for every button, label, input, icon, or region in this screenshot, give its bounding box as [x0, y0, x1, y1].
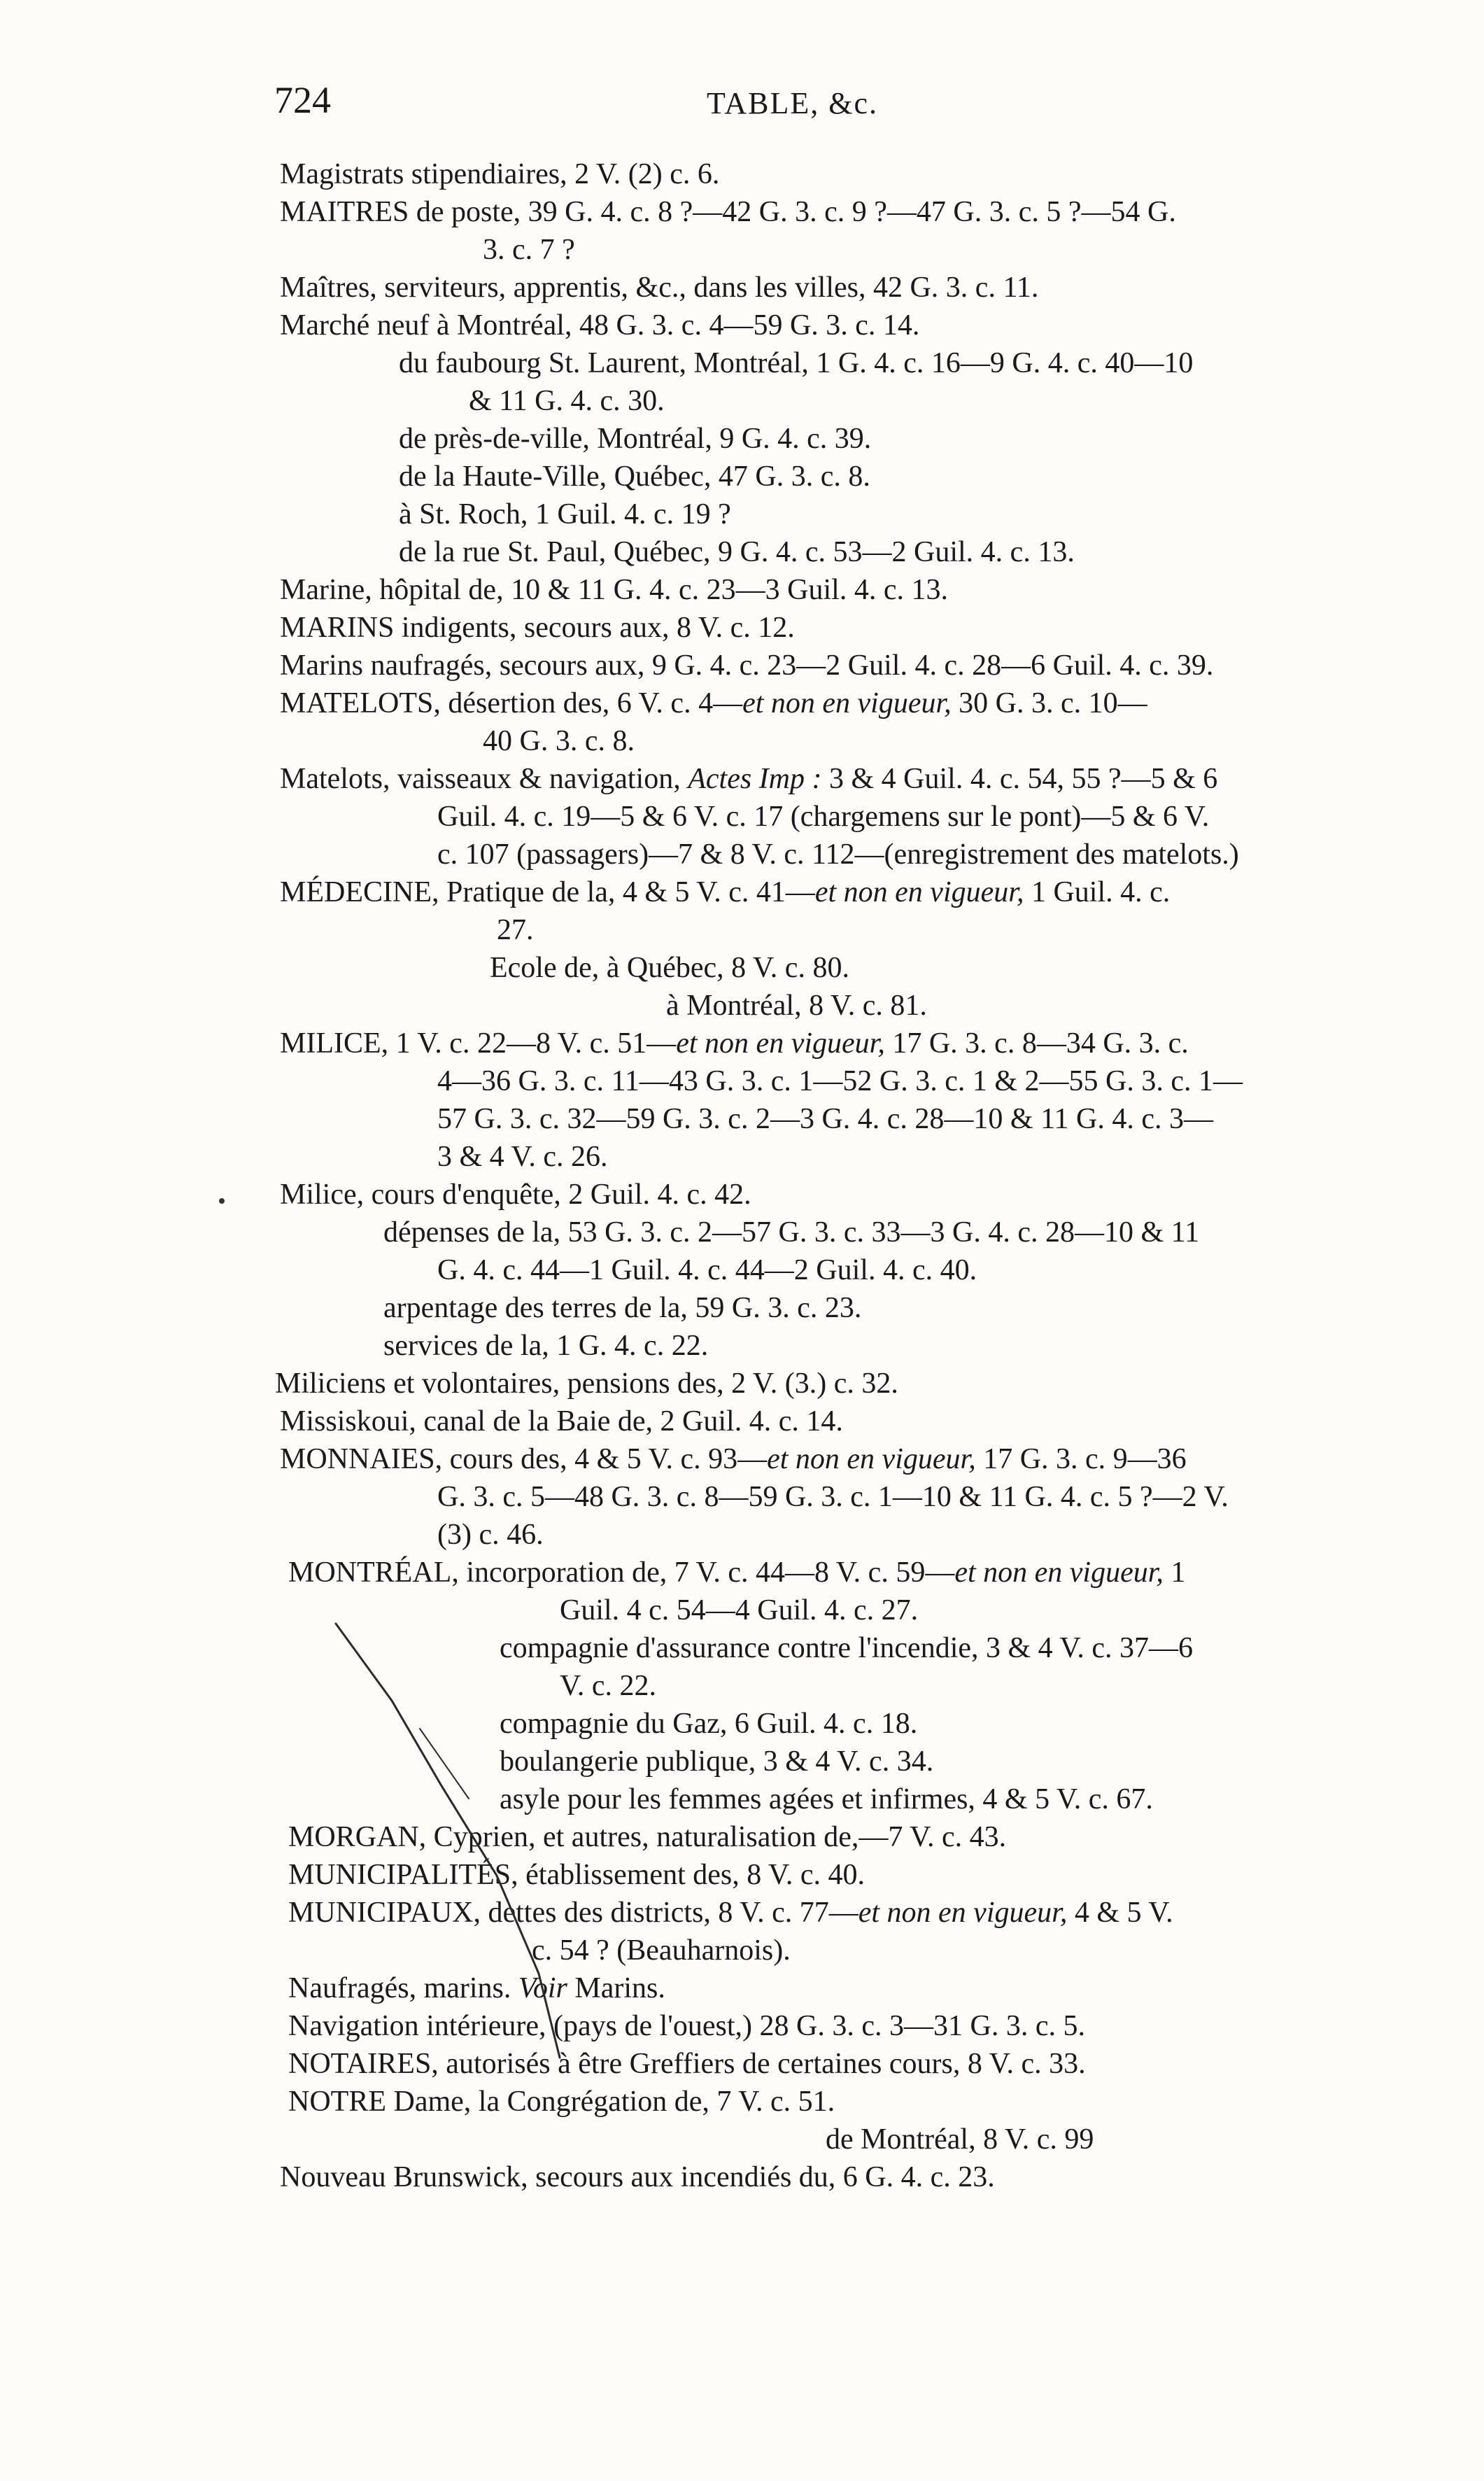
entry-text: 3 & 4 Guil. 4. c. 54, 55 ?—5 & 6	[821, 763, 1218, 795]
index-entry-continuation: 4—36 G. 3. c. 11—43 G. 3. c. 1—52 G. 3. c. 1 & 2—55 G. 3. c. 1—	[437, 1065, 1243, 1097]
index-subentry: compagnie d'assurance contre l'incendie, 3 & 4 V. c. 37—6	[500, 1632, 1193, 1664]
entry-text: 30 G. 3. c. 10—	[951, 687, 1147, 719]
index-subentry: du faubourg St. Laurent, Montréal, 1 G. 4. c. 16—9 G. 4. c. 40—10	[399, 347, 1194, 379]
index-entry	[280, 873, 1371, 911]
index-entry: Maîtres, serviteurs, apprentis, &c., dans les villes, 42 G. 3. c. 11.	[280, 272, 1039, 304]
index-subentry: à St. Roch, 1 Guil. 4. c. 19 ?	[399, 498, 731, 530]
entry-text: 1	[1163, 1556, 1186, 1589]
entry-italic: Voir	[518, 1972, 567, 2004]
index-subentry: arpentage des terres de la, 59 G. 3. c. 23.	[383, 1292, 862, 1324]
running-head: TABLE, &c.	[707, 86, 878, 120]
index-entry	[280, 760, 1371, 798]
index-subentry: asyle pour les femmes agées et infirmes, 4 & 5 V. c. 67.	[500, 1783, 1153, 1815]
entry-text: Matelots, vaisseaux & navigation,	[280, 763, 688, 795]
index-entry: MUNICIPALITÉS, établissement des, 8 V. c. 40.	[288, 1859, 865, 1891]
index-entry-continuation: 27.	[497, 914, 534, 946]
index-entry: Milice, cours d'enquête, 2 Guil. 4. c. 42.	[280, 1179, 751, 1211]
index-entry: MARINS indigents, secours aux, 8 V. c. 12.	[280, 612, 795, 644]
index-subentry: de près-de-ville, Montréal, 9 G. 4. c. 39.	[399, 423, 872, 455]
index-entry-continuation: c. 54 ? (Beauharnois).	[532, 1934, 791, 1967]
pen-stroke-mark	[329, 1610, 595, 2100]
entry-italic: et non en vigueur,	[954, 1556, 1164, 1589]
entry-text: MÉDECINE, Pratique de la, 4 & 5 V. c. 41—	[280, 876, 815, 908]
entry-text: Naufragés, marins.	[288, 1972, 518, 2004]
index-entry-continuation: G. 4. c. 44—1 Guil. 4. c. 44—2 Guil. 4. c. 40.	[437, 1254, 977, 1286]
index-subentry: de la rue St. Paul, Québec, 9 G. 4. c. 53—2 Guil. 4. c. 13.	[399, 536, 1075, 568]
index-entry: Miliciens et volontaires, pensions des, 2 V. (3.) c. 32.	[275, 1368, 898, 1400]
index-entry	[280, 684, 1371, 722]
index-entry-continuation: & 11 G. 4. c. 30.	[469, 385, 665, 417]
entry-text: 17 G. 3. c. 9—36	[975, 1443, 1187, 1475]
entry-italic: et non en vigueur,	[814, 876, 1024, 908]
ink-dot	[219, 1198, 225, 1204]
index-entry-continuation: Guil. 4 c. 54—4 Guil. 4. c. 27.	[560, 1594, 919, 1626]
index-entry: MAITRES de poste, 39 G. 4. c. 8 ?—42 G. 3. c. 9 ?—47 G. 3. c. 5 ?—54 G.	[280, 196, 1176, 228]
index-entry: NOTRE Dame, la Congrégation de, 7 V. c. 51.	[288, 2086, 835, 2118]
entry-text: Marins.	[567, 1972, 665, 2004]
entry-text: MONNAIES, cours des, 4 & 5 V. c. 93—	[280, 1443, 768, 1475]
index-entry-continuation: c. 107 (passagers)—7 & 8 V. c. 112—(enregistrement des matelots.)	[437, 838, 1239, 871]
index-entry-continuation: 3 & 4 V. c. 26.	[437, 1141, 608, 1173]
index-subentry: boulangerie publique, 3 & 4 V. c. 34.	[500, 1745, 934, 1778]
index-entry-continuation: G. 3. c. 5—48 G. 3. c. 8—59 G. 3. c. 1—10 & 11 G. 4. c. 5 ?—2 V.	[437, 1481, 1229, 1513]
index-entry	[280, 1440, 1371, 1478]
index-subentry: de Montréal, 8 V. c. 99	[826, 2123, 1094, 2156]
index-subentry: à Montréal, 8 V. c. 81.	[666, 990, 927, 1022]
index-entry-continuation: 40 G. 3. c. 8.	[483, 725, 635, 757]
index-entry-continuation: Guil. 4. c. 19—5 & 6 V. c. 17 (chargemens sur le pont)—5 & 6 V.	[437, 801, 1210, 833]
index-entry: NOTAIRES, autorisés à être Greffiers de certaines cours, 8 V. c. 33.	[288, 2048, 1086, 2080]
index-entry: MORGAN, Cyprien, et autres, naturalisation de,—7 V. c. 43.	[288, 1821, 1007, 1853]
index-entry-continuation: 3. c. 7 ?	[483, 234, 575, 266]
entry-italic: et non en vigueur,	[742, 687, 952, 719]
index-subentry: Ecole de, à Québec, 8 V. c. 80.	[490, 952, 849, 984]
entry-italic: Actes Imp :	[688, 763, 822, 795]
index-subentry: compagnie du Gaz, 6 Guil. 4. c. 18.	[500, 1708, 918, 1740]
entry-text: MONTRÉAL, incorporation de, 7 V. c. 44—8 V. c. 59—	[288, 1556, 955, 1589]
index-entry	[288, 1554, 1380, 1591]
index-entry: Marché neuf à Montréal, 48 G. 3. c. 4—59 G. 3. c. 14.	[280, 309, 920, 342]
entry-text: MILICE, 1 V. c. 22—8 V. c. 51—	[280, 1027, 677, 1060]
index-subentry: dépenses de la, 53 G. 3. c. 2—57 G. 3. c. 33—3 G. 4. c. 28—10 & 11	[383, 1216, 1200, 1249]
index-entry: Marins naufragés, secours aux, 9 G. 4. c. 23—2 Guil. 4. c. 28—6 Guil. 4. c. 39.	[280, 649, 1214, 682]
index-entry: Marine, hôpital de, 10 & 11 G. 4. c. 23—3 Guil. 4. c. 13.	[280, 574, 948, 606]
entry-text: MUNICIPAUX, dettes des districts, 8 V. c. 77—	[288, 1897, 858, 1929]
entry-text: MATELOTS, désertion des, 6 V. c. 4—	[280, 687, 743, 719]
entry-italic: et non en vigueur,	[676, 1027, 885, 1060]
index-entry: Nouveau Brunswick, secours aux incendiés du, 6 G. 4. c. 23.	[280, 2161, 995, 2193]
index-entry-continuation: V. c. 22.	[560, 1670, 657, 1702]
index-entry: Navigation intérieure, (pays de l'ouest,) 28 G. 3. c. 3—31 G. 3. c. 5.	[288, 2010, 1085, 2042]
index-subentry: services de la, 1 G. 4. c. 22.	[383, 1330, 709, 1362]
index-subentry: de la Haute-Ville, Québec, 47 G. 3. c. 8.	[399, 461, 870, 493]
page-number: 724	[274, 79, 331, 121]
index-entry: Magistrats stipendiaires, 2 V. (2) c. 6.	[280, 158, 720, 190]
index-list	[0, 155, 1484, 2196]
entry-text: 1 Guil. 4. c.	[1024, 876, 1171, 908]
entry-text: 17 G. 3. c. 8—34 G. 3. c.	[884, 1027, 1189, 1060]
index-entry-continuation: (3) c. 46.	[437, 1519, 544, 1551]
index-entry	[280, 1025, 1371, 1062]
index-entry-continuation: 57 G. 3. c. 32—59 G. 3. c. 2—3 G. 4. c. 28—10 & 11 G. 4. c. 3—	[437, 1103, 1214, 1135]
entry-italic: et non en vigueur,	[858, 1897, 1068, 1929]
index-entry: Missiskoui, canal de la Baie de, 2 Guil. 4. c. 14.	[280, 1405, 843, 1438]
entry-text: 4 & 5 V.	[1067, 1897, 1173, 1929]
entry-italic: et non en vigueur,	[767, 1443, 976, 1475]
